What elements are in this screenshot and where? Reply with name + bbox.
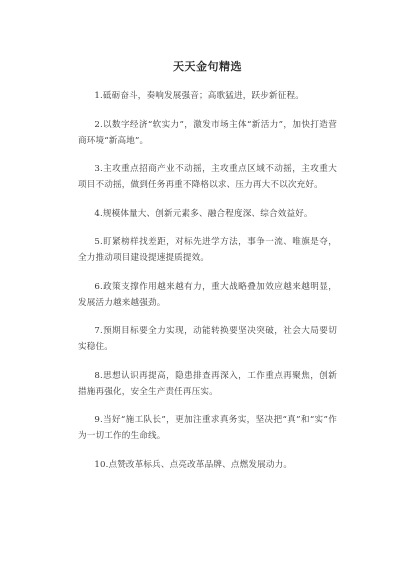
quote-item-9: 9.当好“施工队长”，更加注重求真务实，坚决把“真”和“实”作为一切工作的生命线。 [78,415,337,441]
quote-item-7: 7.预期目标要全力实现，动能转换要坚决突破，社会大局要切实稳住。 [78,326,337,352]
quote-item-4: 4.规模体量大、创新元素多、融合程度深、综合效益好。 [94,208,313,219]
quote-list [78,88,337,473]
quote-item-1: 1.砥砺奋斗，奏响发展强音；高歌猛进，跃步新征程。 [94,91,304,101]
quote-item-8: 8.思想认识再提高，隐患排查再深入，工作重点再聚焦，创新措施再强化，安全生产责任再压实。 [78,370,337,397]
quote-item-2: 2.以数字经济“软实力”，激发市场主体“新活力”，加快打造营商环境“新高地”。 [78,119,337,146]
quote-item-5: 5.盯紧榜样找差距，对标先进学方法，事争一流、唯旗是夺，全力推动项目建设提速提质提效。 [78,237,337,263]
quote-item-10: 10.点赞改革标兵、点亮改革品牌、点燃发展动力。 [94,459,293,470]
quote-item-3: 3.主攻重点招商产业不动摇，主攻重点区域不动摇，主攻重大项目不动摇，做到任务再重不降格以求、压力再大不以次充好。 [78,164,337,190]
document-title: 天天金句精选 [173,60,242,73]
quote-item-6: 6.政策支撑作用越来越有力，重大战略叠加效应越来越明显，发展活力越来越强劲。 [78,281,337,308]
